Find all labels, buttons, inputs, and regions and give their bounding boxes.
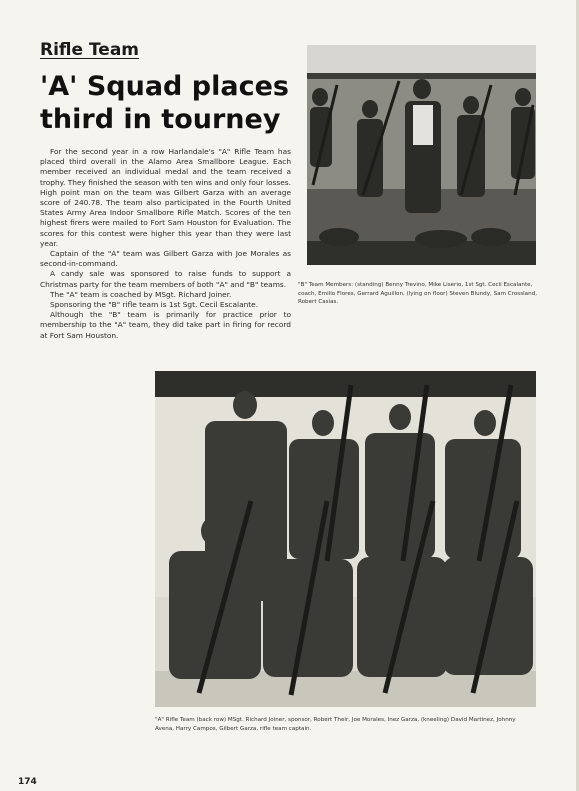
b-team-photo-art <box>307 45 536 265</box>
headline <box>40 70 290 136</box>
paragraph: For the second year in a row Harlandale's "A" Rifle Team has placed third overall in the Alamo Area Smallbore League. Each member received an individual medal and the team received a trophy. They finished the season with ten wins and only four losses. High point man on the team was Gilbert Garza with an average score of 240.78. The team also participated in the Fourth United States Army Area Indoor Smallbore Rifle Match. Scores of the ten highest firers were mailed to Fort Sam Houston for Evaluation. The scores for this contest were higher this year than they were last year. <box>40 147 291 248</box>
b-team-caption: "B" Team Members: (standing) Benny Trevino, Mike Liserio, 1st Sgt. Cecil Escalante, coach, Emilio Flores, Gerrard Aguillon, (lying on floor) Steven Blundy, Sam Crossland, Robert Casias. <box>298 282 537 306</box>
a-team-photo <box>155 371 536 707</box>
paragraph: A candy sale was sponsored to raise funds to support a Christmas party for the team members of both "A" and "B" teams. <box>40 269 291 289</box>
paragraph: Captain of the "A" team was Gilbert Garza with Joe Morales as second-in-command. <box>40 249 291 269</box>
paragraph: Sponsoring the "B" rifle team is 1st Sgt. Cecil Escalante. <box>50 300 259 310</box>
headline-line-1: 'A' Squad places <box>40 71 289 102</box>
section-label: Rifle Team <box>40 40 140 60</box>
article-body <box>40 147 291 341</box>
b-team-photo <box>307 45 536 265</box>
paragraph: Although the "B" team is primarily for practice prior to membership to the "A" team, they did take part in firing for record at Fort Sam Houston. <box>40 310 291 340</box>
paragraph: The "A" team is coached by MSgt. Richard Joiner. <box>50 289 232 299</box>
a-team-caption: "A" Rifle Team (back row) MSgt. Richard Joiner, sponsor, Robert Their, Joe Morales, Inez Garza, (kneeling) David Martinez, Johnny Avena, Harry Campos, Gilbert Garza, rifle team captain. <box>155 717 516 732</box>
headline-line-2: third in tourney <box>40 104 281 135</box>
a-team-photo-art <box>155 371 536 707</box>
page-number: 174 <box>18 777 37 787</box>
